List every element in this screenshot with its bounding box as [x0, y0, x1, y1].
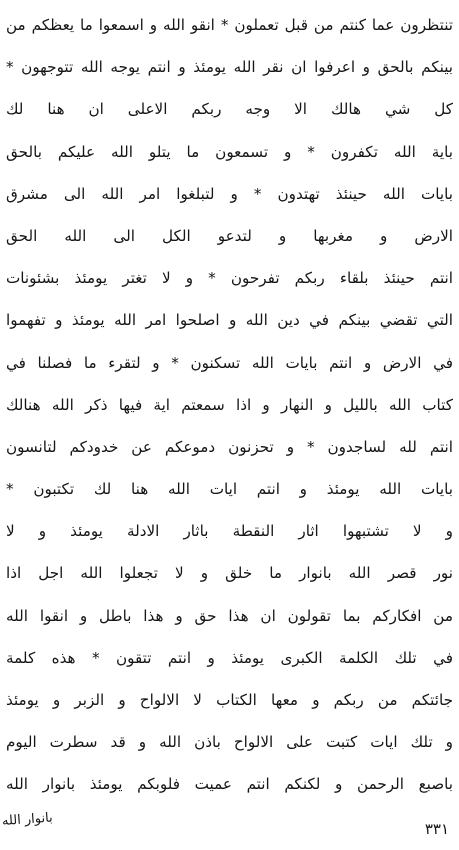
manuscript-line: جائتكم من ربكم و معها الكتاب لا الالواح و الزبر و يومئذ	[6, 691, 453, 709]
manuscript-line: و تلك ايات كتبت على الالواح باذن الله و قد سطرت اليوم	[6, 733, 453, 752]
manuscript-line: كل شي هالك الا وجه ربكم الاعلى ان هنا لك	[6, 100, 453, 119]
manuscript-line: باصبع الرحمن و لكنكم انتم عميت فلوبكم يومئذ بانوار الله	[6, 775, 453, 794]
manuscript-line: بايات الله يومئذ و انتم ايات الله هنا لك تكتبون *	[6, 480, 453, 499]
manuscript-line: الارض و مغربها و لتدعو الكل الى الله الحق	[6, 226, 453, 245]
manuscript-line: كتاب الله بالليل و النهار و اذا سمعتم اية فيها ذكر الله هنالك	[6, 395, 453, 414]
manuscript-line: باية الله تكفرون * و تسمعون ما يتلو الله عليكم بالحق	[6, 142, 453, 161]
manuscript-line: من افكاركم بما تقولون ان هذا حق و هذا باطل و انقوا الله	[6, 606, 453, 625]
page-number: ٣٣١	[424, 820, 449, 838]
manuscript-line: انتم لله لساجدون * و تحزنون دموعكم عن خدودكم لتانسون	[6, 437, 453, 456]
manuscript-line: في تلك الكلمة الكبرى يومئذ و انتم تتقون * هذه كلمة	[6, 648, 453, 667]
catchword: بانوار الله	[1, 810, 54, 829]
manuscript-line: و لا تشتبهوا اثار النقطة باثار الادلة يومئذ و لا	[6, 522, 453, 541]
manuscript-line: التي تقضي بينكم في دين الله و اصلحوا امر الله يومئذ و تفهموا	[6, 311, 453, 330]
manuscript-line: انتم حينئذ بلقاء ربكم تفرحون * و لا تغتر يومئذ بشئونات	[6, 269, 453, 288]
manuscript-line: بينكم بالحق و اعرفوا ان نقر الله يومئذ و انتم يوجه الله تتوجهون *	[6, 58, 453, 77]
manuscript-line: نور قصر الله بانوار ما خلق و لا تجعلوا الله اجل اذا	[6, 564, 453, 583]
manuscript-text-block	[6, 4, 453, 806]
manuscript-line: تنتظرون عما كنتم من قبل تعملون * انقو الله و اسمعوا ما يعظكم من	[6, 16, 453, 34]
manuscript-line: بايات الله حينئذ تهتدون * و لتبلغوا امر الله الى مشرق	[6, 184, 453, 203]
manuscript-line: في الارض و انتم بايات الله تسكنون * و لتقرء ما فصلنا في	[6, 353, 453, 372]
page-footer	[0, 808, 459, 848]
